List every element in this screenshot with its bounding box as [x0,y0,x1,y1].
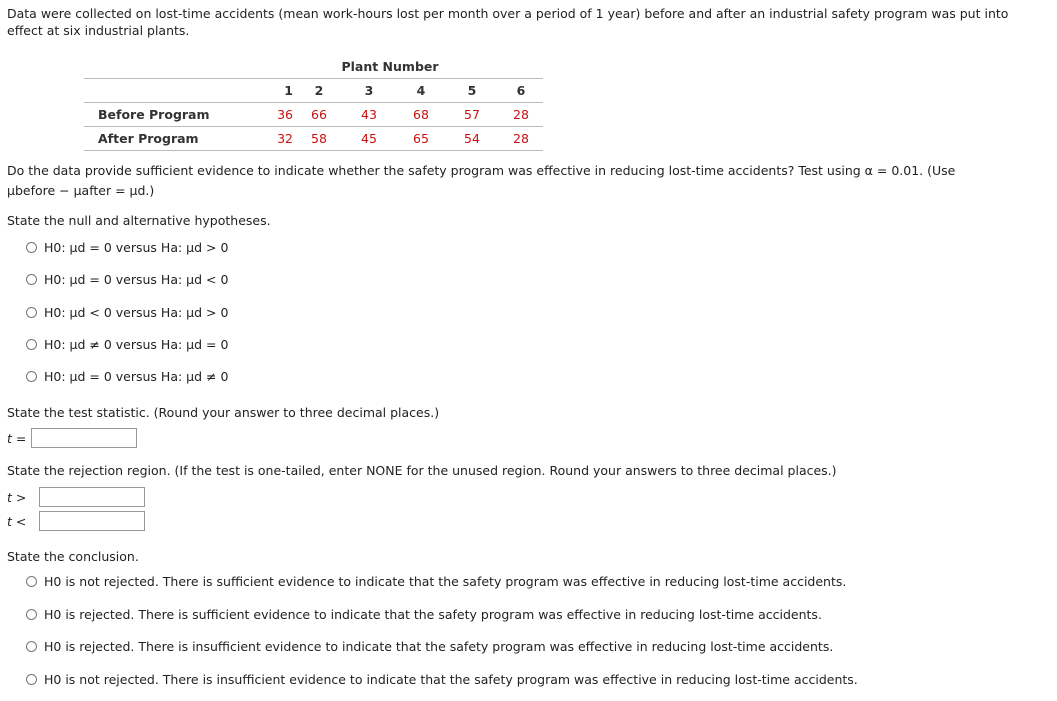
t-less-input[interactable] [39,511,145,531]
table-cell: 28 [499,103,543,127]
radio-button[interactable] [26,242,37,253]
t-greater-label: t > [7,490,27,505]
plant-col-4: 4 [397,79,445,103]
table-cell: 54 [445,127,499,151]
radio-button[interactable] [26,339,37,350]
plant-col-1: 1 [237,79,297,103]
question-text: Do the data provide sufficient evidence to indicate whether the safety program was effective in reducing lost-time accidents? Test using α = 0.01. (Use [7,163,956,178]
conclusion-label: H0 is rejected. There is sufficient evidence to indicate that the safety program was effective in reducing lost-time accidents. [44,607,822,622]
conclusion-option-1[interactable] [26,574,846,589]
conclusion-option-3[interactable] [26,639,833,654]
t-equals-label: t = [7,431,27,446]
t-less-label: t < [7,514,27,529]
plant-col-2: 2 [297,79,341,103]
conclusion-prompt: State the conclusion. [7,549,139,564]
radio-button[interactable] [26,609,37,620]
plant-col-6: 6 [499,79,543,103]
table-cell: 65 [397,127,445,151]
table-cell: 36 [237,103,297,127]
table-cell: 66 [297,103,341,127]
conclusion-label: H0 is not rejected. There is sufficient evidence to indicate that the safety program was effective in reducing lost-time accidents. [44,574,847,589]
hypothesis-option-5[interactable] [26,369,228,384]
hypothesis-label: H0: μd = 0 versus Ha: μd ≠ 0 [44,369,229,384]
table-cell: 43 [341,103,397,127]
row-label-before: Before Program [84,103,237,127]
hypothesis-label: H0: μd < 0 versus Ha: μd > 0 [44,305,229,320]
hypothesis-option-2[interactable] [26,272,228,287]
table-cell: 32 [237,127,297,151]
question-tail: μbefore − μafter = μd.) [7,183,155,198]
plant-number-header: Plant Number [237,54,543,79]
hypothesis-label: H0: μd = 0 versus Ha: μd > 0 [44,240,229,255]
hypothesis-option-3[interactable] [26,305,228,320]
t-greater-input[interactable] [39,487,145,507]
conclusion-label: H0 is not rejected. There is insufficient evidence to indicate that the safety program was effective in reducing lost-time accidents. [44,672,858,687]
hypotheses-prompt: State the null and alternative hypotheses. [7,213,271,228]
plant-col-3: 3 [341,79,397,103]
radio-button[interactable] [26,641,37,652]
t-statistic-input[interactable] [31,428,137,448]
hypothesis-label: H0: μd ≠ 0 versus Ha: μd = 0 [44,337,229,352]
radio-button[interactable] [26,274,37,285]
table-cell: 45 [341,127,397,151]
table-cell: 58 [297,127,341,151]
rejection-region-prompt: State the rejection region. (If the test is one-tailed, enter NONE for the unused region. Round your answers to three decimal places.) [7,463,837,478]
problem-intro: Data were collected on lost-time accidents (mean work-hours lost per month over a period of 1 year) before and after an industrial safety program was put into effect at six industrial plants. [7,6,1009,38]
radio-button[interactable] [26,674,37,685]
radio-button[interactable] [26,307,37,318]
radio-button[interactable] [26,576,37,587]
conclusion-option-2[interactable] [26,607,822,622]
test-statistic-prompt: State the test statistic. (Round your answer to three decimal places.) [7,405,440,420]
plant-col-5: 5 [445,79,499,103]
table-cell: 68 [397,103,445,127]
hypothesis-option-1[interactable] [26,240,228,255]
conclusion-label: H0 is rejected. There is insufficient evidence to indicate that the safety program was effective in reducing lost-time accidents. [44,639,834,654]
radio-button[interactable] [26,371,37,382]
table-cell: 28 [499,127,543,151]
hypothesis-label: H0: μd = 0 versus Ha: μd < 0 [44,272,229,287]
hypothesis-option-4[interactable] [26,337,228,352]
row-label-after: After Program [84,127,237,151]
conclusion-option-4[interactable] [26,672,858,687]
table-cell: 57 [445,103,499,127]
plant-data-table [84,54,543,151]
